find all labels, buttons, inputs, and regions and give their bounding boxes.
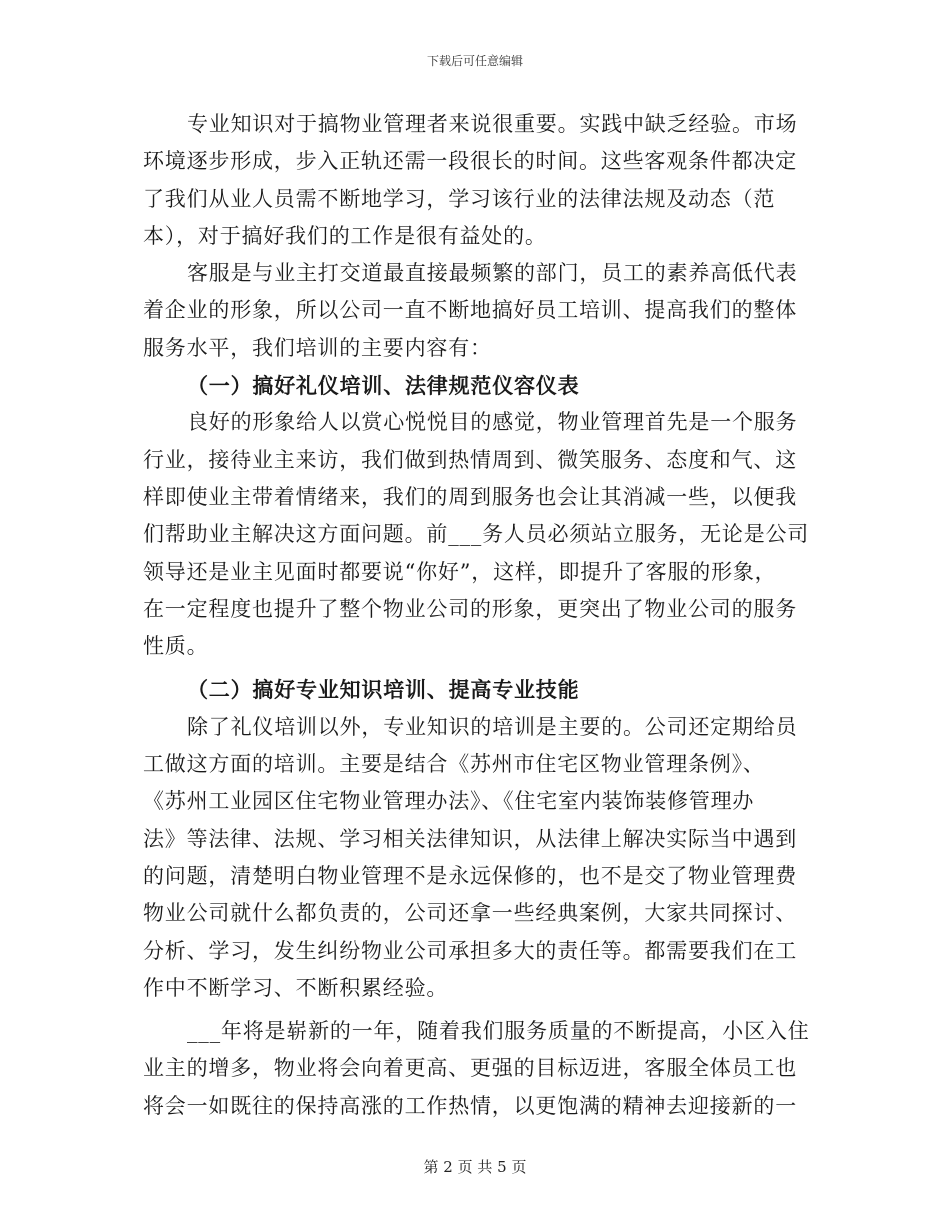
text-line: 的问题，清楚明白物业管理不是永远保修的，也不是交了物业管理费: [143, 863, 797, 888]
page-header: 下载后可任意编辑: [426, 54, 523, 68]
text-line: 环境逐步形成，步入正轨还需一段很长的时间。这些客观条件都决定: [143, 149, 797, 174]
text-line: 作中不断学习、不断积累经验。: [143, 975, 449, 1000]
text-line: 物业公司就什么都负责的，公司还拿一些经典案例，大家共同探讨、: [143, 901, 797, 926]
page-footer: 第 2 页 共 5 页: [423, 1158, 527, 1176]
text-line: 领导还是业主见面时都要说“你好”，这样，即提升了客服的形象，: [143, 559, 777, 584]
text-line: 了我们从业人员需不断地学习，学习该行业的法律法规及动态（范: [143, 186, 776, 211]
text-line: 行业，接待业主来访，我们做到热情周到、微笑服务、态度和气、这: [143, 447, 797, 472]
text-line: 工做这方面的培训。主要是结合《苏州市住宅区物业管理条例》、: [143, 752, 765, 777]
text-line: 服务水平，我们培训的主要内容有：: [143, 335, 492, 360]
text-line: 分析、学习，发生纠纷物业公司承担多大的责任等。都需要我们在工: [143, 938, 797, 963]
text-line: 着企业的形象，所以公司一直不断地搞好员工培训、提高我们的整体: [143, 298, 797, 323]
text-line: 业主的增多，物业将会向着更高、更强的目标迈进，客服全体员工也: [143, 1056, 797, 1081]
text-line: 们帮助业主解决这方面问题。前___务人员必须站立服务，无论是公司: [143, 522, 810, 547]
text-line: 在一定程度也提升了整个物业公司的形象，更突出了物业公司的服务: [143, 596, 797, 621]
text-line: 除了礼仪培训以外，专业知识的培训是主要的。公司还定期给员: [187, 714, 798, 739]
text-line: 样即使业主带着情绪来，我们的周到服务也会让其消减一些，以便我: [143, 484, 797, 509]
document-body: [143, 106, 811, 1125]
text-line: 性质。: [143, 634, 209, 659]
section-heading-2: （二）搞好专业知识培训、提高专业技能: [187, 677, 580, 703]
text-line: 《苏州工业园区住宅物业管理办法》、《住宅室内装饰装修管理办: [143, 789, 755, 814]
text-line: 客服是与业主打交道最直接最频繁的部门，员工的素养高低代表: [187, 261, 798, 286]
text-line: 将会一如既往的保持高涨的工作热情，以更饱满的精神去迎接新的一: [143, 1093, 797, 1118]
text-line: 法》等法律、法规、学习相关法律知识，从法律上解决实际当中遇到: [143, 826, 797, 851]
text-line: 良好的形象给人以赏心悦悦目的感觉，物业管理首先是一个服务: [187, 410, 798, 435]
section-heading-1: （一）搞好礼仪培训、法律规范仪容仪表: [187, 373, 580, 399]
text-line: 专业知识对于搞物业管理者来说很重要。实践中缺乏经验。市场: [187, 112, 798, 136]
text-line: 本），对于搞好我们的工作是很有益处的。: [143, 223, 547, 248]
text-line: ___年将是崭新的一年，随着我们服务质量的不断提高，小区入住: [187, 1019, 810, 1044]
